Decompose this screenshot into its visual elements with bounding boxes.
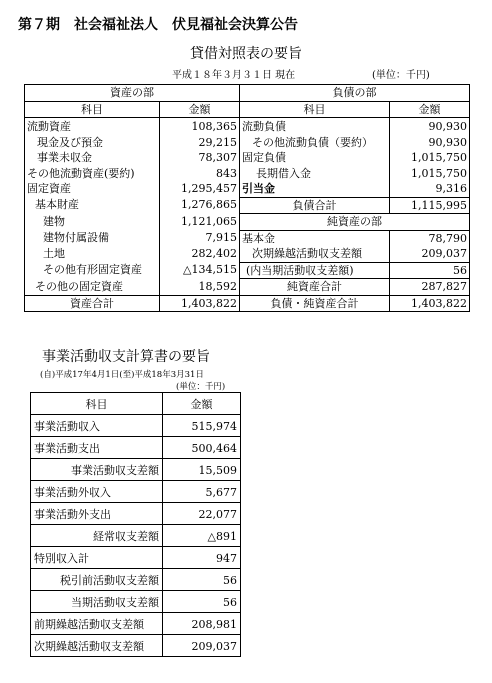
is-row-value: 56 — [163, 569, 241, 591]
net-asset-value: 209,037 — [421, 247, 467, 260]
net-asset-value: 56 — [390, 262, 470, 279]
is-row — [31, 437, 241, 459]
balance-sheet-table — [24, 84, 470, 312]
is-row — [31, 635, 241, 657]
asset-label: 現金及び預金 — [25, 135, 160, 151]
asset-label: 流動資産 — [25, 118, 160, 135]
balance-sheet-title: 貸借対照表の要旨 — [190, 46, 302, 62]
bs-row — [25, 181, 470, 197]
income-statement-title: 事業活動収支計算書の要旨 — [42, 349, 210, 365]
net-assets-total-value: 287,827 — [421, 280, 467, 293]
bs-row — [25, 214, 470, 231]
assets-col-amount: 金額 — [160, 101, 240, 118]
bs-row — [25, 135, 470, 151]
asset-label: 建物 — [25, 214, 160, 231]
is-row-label: 経常収支差額 — [31, 525, 163, 547]
bs-row — [25, 262, 470, 279]
is-row-label: 特別収入計 — [31, 547, 163, 569]
liabilities-total-label: 負債合計 — [240, 197, 390, 214]
assets-section-header: 資産の部 — [25, 85, 240, 102]
asset-value: 1,295,457 — [160, 181, 240, 197]
liability-label: 流動負債 — [240, 118, 390, 135]
is-row — [31, 525, 241, 547]
is-row-label: 事業活動収支差額 — [31, 459, 163, 481]
is-col-item: 科目 — [31, 393, 163, 415]
liability-label: その他流動負債（要約） — [240, 135, 390, 151]
grand-total-label: 負債・純資産合計 — [240, 295, 390, 312]
is-row-value: 15,509 — [163, 459, 241, 481]
net-asset-label: 次期繰越活動収支差額 — [240, 246, 390, 262]
asset-value: 1,276,865 — [160, 197, 240, 214]
bs-row — [25, 230, 470, 246]
is-row-value: 208,981 — [163, 613, 241, 635]
is-row-label: 前期繰越活動収支差額 — [31, 613, 163, 635]
is-row — [31, 415, 241, 437]
liability-label: 長期借入金 — [240, 166, 390, 182]
bs-row — [25, 118, 470, 135]
assets-total-label: 資産合計 — [25, 295, 160, 312]
is-row-value: 500,464 — [163, 437, 241, 459]
net-asset-value: 78,790 — [428, 231, 467, 245]
is-row-label: 事業活動外支出 — [31, 503, 163, 525]
bs-row — [25, 246, 470, 262]
net-asset-label: 基本金 — [240, 230, 390, 246]
is-row-value: 22,077 — [163, 503, 241, 525]
bs-row — [25, 166, 470, 182]
is-col-amount: 金額 — [163, 393, 241, 415]
asset-value: 1,121,065 — [160, 214, 240, 231]
net-assets-total-label: 純資産合計 — [240, 279, 390, 296]
net-assets-section-header: 純資産の部 — [240, 214, 470, 231]
liabilities-col-amount: 金額 — [390, 101, 470, 118]
net-asset-label: (内当期活動収支差額) — [240, 262, 390, 279]
liability-label: 固定負債 — [240, 150, 390, 166]
is-row-label: 当期活動収支差額 — [31, 591, 163, 613]
is-row — [31, 459, 241, 481]
is-row-label: 事業活動収入 — [31, 415, 163, 437]
asset-label: 建物付属設備 — [25, 230, 160, 246]
balance-sheet-unit: (単位：千円) — [372, 70, 430, 81]
document-title: 第７期 社会福祉法人 伏見福祉会決算公告 — [18, 17, 298, 33]
balance-sheet-date: 平成１８年３月３１日 現在 — [172, 70, 296, 81]
is-row — [31, 591, 241, 613]
liability-value: 90,930 — [428, 120, 467, 133]
is-row-label: 税引前活動収支差額 — [31, 569, 163, 591]
is-row-value: △891 — [163, 525, 241, 547]
liability-value: 1,015,750 — [411, 151, 467, 164]
is-row-value: 56 — [163, 591, 241, 613]
bs-row — [25, 279, 470, 296]
is-row — [31, 613, 241, 635]
is-row — [31, 503, 241, 525]
liability-value: 90,930 — [428, 135, 467, 149]
grand-total-value: 1,403,822 — [411, 296, 467, 310]
is-row — [31, 547, 241, 569]
asset-label: その他有形固定資産 — [25, 262, 160, 279]
liabilities-col-item: 科目 — [240, 101, 390, 118]
is-row-label: 事業活動支出 — [31, 437, 163, 459]
is-row-value: 515,974 — [163, 415, 241, 437]
asset-label: 土地 — [25, 246, 160, 262]
liability-value: 1,015,750 — [411, 166, 467, 180]
is-row-label: 事業活動外収入 — [31, 481, 163, 503]
asset-value: 843 — [160, 166, 240, 182]
bs-total-row — [25, 295, 470, 312]
asset-label: その他流動資産(要約) — [25, 166, 160, 182]
asset-label: 基本財産 — [25, 197, 160, 214]
is-row-label: 次期繰越活動収支差額 — [31, 635, 163, 657]
asset-value: 108,365 — [160, 118, 240, 135]
asset-label: 事業未収金 — [25, 150, 160, 166]
asset-value: 78,307 — [160, 150, 240, 166]
asset-value: 29,215 — [160, 135, 240, 151]
is-row — [31, 481, 241, 503]
liability-value: 9,316 — [390, 181, 470, 197]
is-row — [31, 569, 241, 591]
liabilities-total-value: 1,115,995 — [390, 197, 470, 214]
asset-value: 7,915 — [160, 230, 240, 246]
liabilities-section-header: 負債の部 — [240, 85, 470, 102]
asset-value: △134,515 — [160, 262, 240, 279]
assets-col-item: 科目 — [25, 101, 160, 118]
income-statement-table — [30, 392, 241, 657]
is-row-value: 209,037 — [163, 635, 241, 657]
is-row-value: 947 — [163, 547, 241, 569]
liability-label: 引当金 — [240, 181, 390, 197]
income-statement-unit: (単位：千円) — [176, 382, 226, 392]
asset-value: 282,402 — [160, 246, 240, 262]
is-row-value: 5,677 — [163, 481, 241, 503]
bs-row — [25, 150, 470, 166]
assets-total-value: 1,403,822 — [160, 295, 240, 312]
asset-label: その他の固定資産 — [25, 279, 160, 296]
asset-label: 固定資産 — [25, 181, 160, 197]
asset-value: 18,592 — [160, 279, 240, 296]
income-statement-period: (自)平成17年4月1日(至)平成18年3月31日 — [40, 370, 204, 380]
bs-row — [25, 197, 470, 214]
